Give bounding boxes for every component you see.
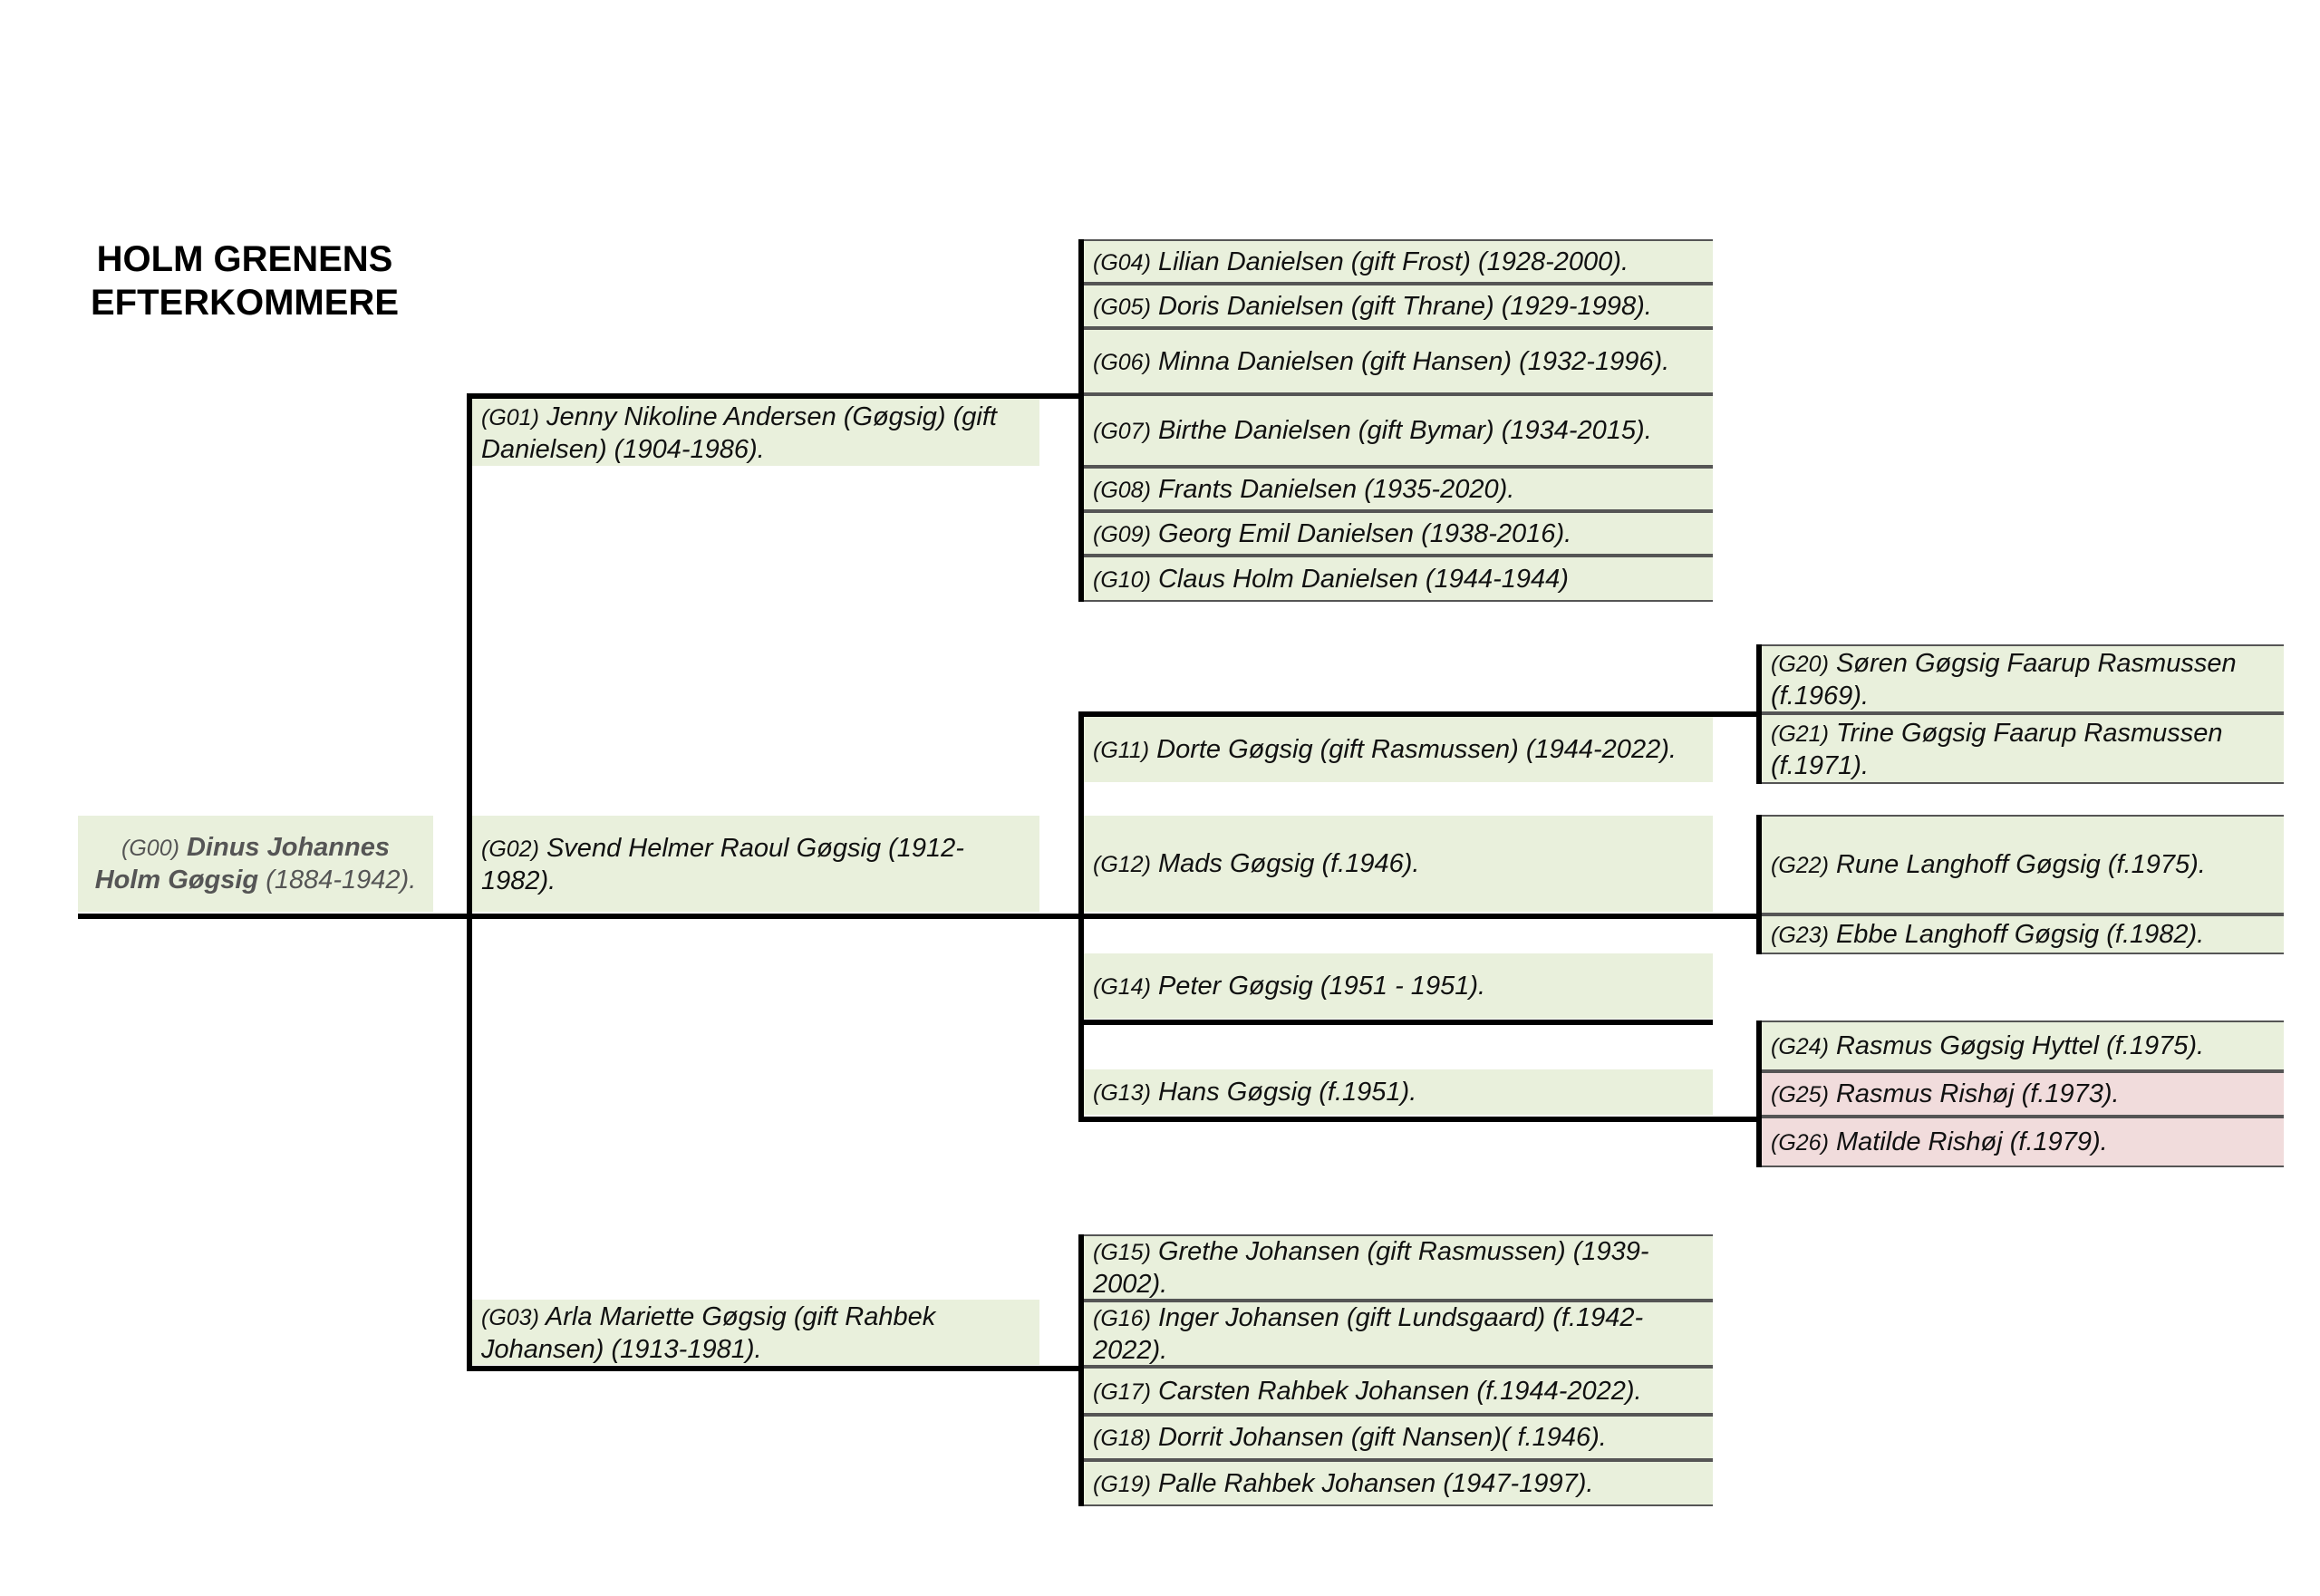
- person-g08[interactable]: [1084, 467, 1713, 511]
- person-code: (G26): [1771, 1130, 1829, 1156]
- person-code: (G10): [1093, 566, 1151, 593]
- person-g00[interactable]: [78, 816, 433, 912]
- person-g16[interactable]: [1084, 1301, 1713, 1367]
- person-name: Dinus Johannes Holm Gøgsig: [94, 832, 390, 895]
- person-code: (G20): [1771, 651, 1829, 677]
- person-code: (G24): [1771, 1034, 1829, 1059]
- person-g24[interactable]: [1762, 1020, 2284, 1071]
- person-label: Rune Langhoff Gøgsig (f.1975).: [1835, 850, 2206, 879]
- person-g18[interactable]: [1084, 1415, 1713, 1460]
- person-g10[interactable]: [1084, 556, 1713, 602]
- person-code: (G19): [1093, 1471, 1151, 1497]
- title-line-2: EFTERKOMMERE: [91, 283, 399, 323]
- person-code: (G02): [481, 836, 539, 862]
- person-g11[interactable]: [1084, 717, 1713, 782]
- person-g02[interactable]: [472, 816, 1039, 912]
- person-code: (G05): [1093, 294, 1151, 320]
- person-g03[interactable]: [472, 1300, 1039, 1365]
- person-code: (G08): [1093, 477, 1151, 503]
- person-label: Grethe Johansen (gift Rasmussen) (1939-2002).: [1093, 1237, 1649, 1299]
- person-label: Frants Danielsen (1935-2020).: [1157, 474, 1515, 504]
- person-years: (1884-1942).: [266, 865, 417, 895]
- page-title: [82, 237, 408, 324]
- person-label: Palle Rahbek Johansen (1947-1997).: [1157, 1468, 1594, 1498]
- person-label: Birthe Danielsen (gift Bymar) (1934-2015).: [1157, 416, 1652, 445]
- person-code: (G15): [1093, 1240, 1151, 1265]
- person-label: Trine Gøgsig Faarup Rasmussen (f.1971).: [1771, 718, 2223, 780]
- person-label: Georg Emil Danielsen (1938-2016).: [1157, 518, 1572, 548]
- person-code: (G14): [1093, 974, 1151, 1000]
- person-label: Doris Danielsen (gift Thrane) (1929-1998).: [1157, 291, 1652, 321]
- person-label: Dorte Gøgsig (gift Rasmussen) (1944-2022).: [1156, 735, 1677, 764]
- g13-branch-line: [1078, 1117, 1762, 1122]
- person-code: (G22): [1771, 853, 1829, 878]
- g03-branch-line: [467, 1366, 1085, 1371]
- person-g23[interactable]: [1762, 914, 2284, 954]
- person-label: Svend Helmer Raoul Gøgsig (1912-1982).: [481, 833, 964, 895]
- person-label: Mads Gøgsig (f.1946).: [1157, 849, 1420, 878]
- person-g15[interactable]: [1084, 1234, 1713, 1301]
- person-label: Peter Gøgsig (1951 - 1951).: [1157, 972, 1486, 1001]
- person-g05[interactable]: [1084, 284, 1713, 328]
- person-code: (G00): [121, 835, 179, 861]
- person-label: Rasmus Rishøj (f.1973).: [1835, 1079, 2120, 1108]
- person-label: Jenny Nikoline Andersen (Gøgsig) (gift Danielsen) (1904-1986).: [481, 401, 997, 464]
- person-g09[interactable]: [1084, 511, 1713, 556]
- person-g07[interactable]: [1084, 394, 1713, 467]
- person-label: Minna Danielsen (gift Hansen) (1932-1996).: [1157, 346, 1670, 376]
- person-code: (G01): [481, 404, 539, 430]
- person-g01[interactable]: [472, 399, 1039, 466]
- person-label: Dorrit Johansen (gift Nansen)( f.1946).: [1157, 1423, 1607, 1452]
- person-code: (G21): [1771, 721, 1829, 747]
- person-label: Claus Holm Danielsen (1944-1944): [1157, 564, 1569, 594]
- person-code: (G23): [1771, 923, 1829, 948]
- person-label: Arla Mariette Gøgsig (gift Rahbek Johansen) (1913-1981).: [481, 1301, 936, 1364]
- person-code: (G09): [1093, 521, 1151, 547]
- person-g26[interactable]: [1762, 1117, 2284, 1167]
- person-code: (G25): [1771, 1082, 1829, 1108]
- person-code: (G17): [1093, 1378, 1151, 1405]
- person-label: Carsten Rahbek Johansen (f.1944-2022).: [1157, 1376, 1642, 1406]
- person-label: Lilian Danielsen (gift Frost) (1928-2000).: [1157, 247, 1629, 276]
- person-code: (G04): [1093, 249, 1151, 276]
- person-label: Ebbe Langhoff Gøgsig (f.1982).: [1835, 920, 2205, 949]
- g14-branch-line: [1078, 1020, 1713, 1025]
- person-g14[interactable]: [1084, 953, 1713, 1019]
- person-g17[interactable]: [1084, 1367, 1713, 1415]
- person-label: Hans Gøgsig (f.1951).: [1157, 1078, 1417, 1107]
- person-code: (G06): [1093, 349, 1151, 375]
- person-code: (G07): [1093, 419, 1151, 444]
- person-label: Rasmus Gøgsig Hyttel (f.1975).: [1835, 1031, 2205, 1060]
- person-g20[interactable]: [1762, 644, 2284, 713]
- person-g12[interactable]: [1084, 816, 1713, 912]
- person-code: (G11): [1093, 738, 1150, 763]
- person-code: (G12): [1093, 852, 1151, 877]
- person-g25[interactable]: [1762, 1071, 2284, 1117]
- person-g22[interactable]: [1762, 815, 2284, 914]
- person-label: Matilde Rishøj (f.1979).: [1835, 1127, 2108, 1156]
- person-code: (G03): [481, 1304, 539, 1330]
- root-trunk-line: [78, 914, 1771, 919]
- person-label: Søren Gøgsig Faarup Rasmussen (f.1969).: [1771, 648, 2237, 711]
- person-label: Inger Johansen (gift Lundsgaard) (f.1942-2022).: [1093, 1303, 1644, 1365]
- person-code: (G16): [1093, 1306, 1151, 1331]
- person-code: (G13): [1093, 1080, 1151, 1106]
- person-g13[interactable]: [1084, 1069, 1713, 1115]
- person-code: (G18): [1093, 1426, 1151, 1451]
- person-g04[interactable]: [1084, 239, 1713, 284]
- person-g19[interactable]: [1084, 1460, 1713, 1506]
- person-g21[interactable]: [1762, 713, 2284, 784]
- title-line-1: HOLM GRENENS: [96, 239, 393, 279]
- person-g06[interactable]: [1084, 328, 1713, 394]
